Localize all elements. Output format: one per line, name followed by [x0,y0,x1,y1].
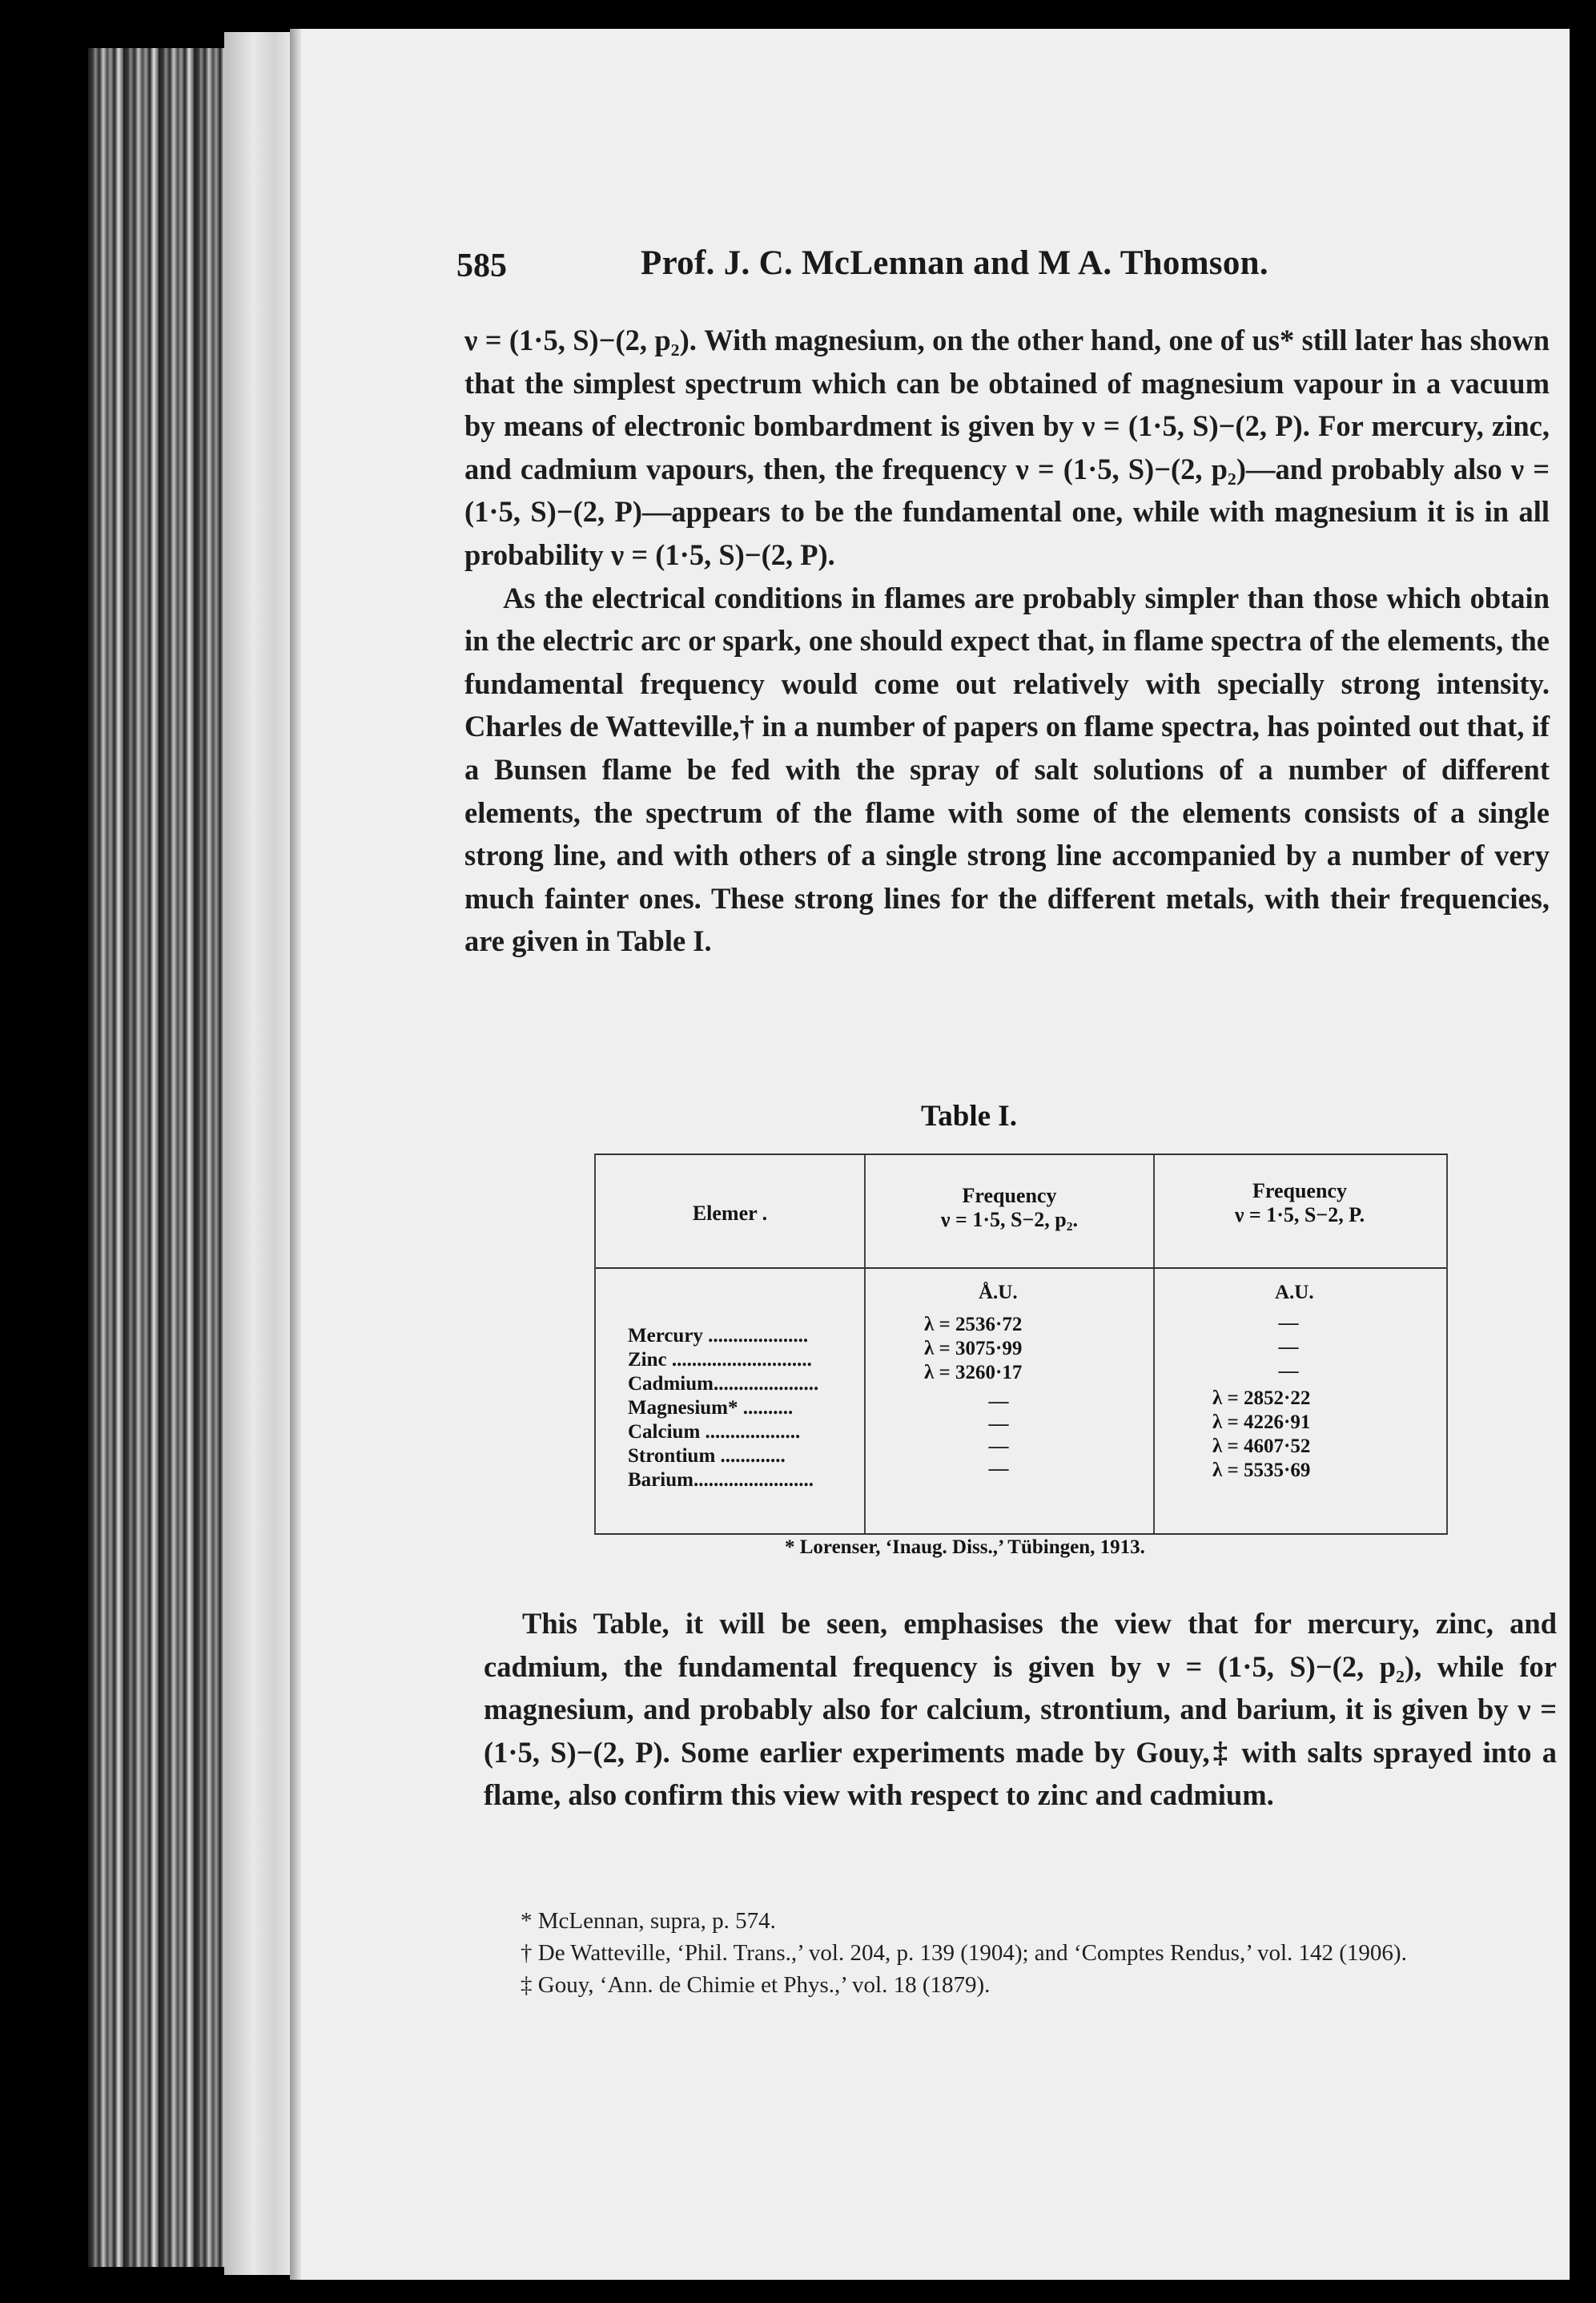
table-cell-P: λ = 2852·22 [1212,1387,1311,1409]
column-header-element: Elemer . [692,1202,768,1225]
table-cell-p2: — [988,1458,1009,1480]
main-text-continued [484,1602,1557,1817]
paragraph-3: This Table, it will be seen, emphasises the view that for mercury, zinc, and cadmium, the fundamental frequency is given by ν = (1·5, S)−(2, p₂), while for magnesium, and probably also for calcium, strontium, and barium, it is given by ν = (1·5, S)−(2, P). Some earlier experiments made by Gouy,‡ with salts sprayed into a flame, also confirm this view with respect to zinc and cadmium. [484,1607,1557,1812]
column-header-frequency-P-line1: Frequency [1252,1179,1347,1202]
paragraph-2: As the electrical conditions in flames are probably simpler than those which obtain in the electric arc or spark, one should expect that, in flame spectra of the elements, the fundamental frequency would come out relatively with specially strong intensity. Charles de Watteville,† in a number of papers on flame spectra, has pointed out that, if a Bunsen flame be fed with the spray of salt solutions of a number of different elements, the spectrum of the flame with some of the elements consists of a single strong line, and with others of a single strong line accompanied by a number of very much fainter ones. These strong lines for the different metals, with their frequencies, are given in Table I. [464,581,1550,958]
table-cell-P: λ = 4226·91 [1212,1411,1311,1433]
page-number: 585 [456,248,507,284]
table-footnote: * Lorenser, ‘Inaug. Diss.,’ Tübingen, 1913. [785,1536,1145,1558]
table-title: Table I. [921,1100,1017,1133]
footnote-star: * McLennan, supra, p. 574. [521,1908,776,1934]
column-header-frequency-p2-line2: ν = 1·5, S−2, p₂. [940,1208,1079,1231]
table-cell-p2: λ = 2536·72 [924,1314,1023,1335]
table-row-label: Cadmium..................... [628,1373,819,1395]
table-cell-P: λ = 4607·52 [1212,1435,1311,1457]
table-cell-p2: — [988,1413,1009,1435]
table-cell-P: — [1278,1336,1299,1358]
footnote-double-dagger: ‡ Gouy, ‘Ann. de Chimie et Phys.,’ vol. 18 (1879). [521,1972,991,1998]
table-row-label: Mercury .................... [628,1325,809,1347]
column-header-frequency-P-line2: ν = 1·5, S−2, P. [1234,1203,1365,1226]
page-edge-stack [224,32,296,2275]
table-row-label: Magnesium* .......... [628,1397,794,1419]
table-row-label: Zinc ............................ [628,1349,812,1371]
table-cell-p2: λ = 3075·99 [924,1338,1023,1359]
unit-label-p2: Å.U. [979,1282,1018,1303]
column-header-frequency-p2 [866,1184,1153,1232]
column-header-frequency-P [1155,1179,1445,1227]
column-header-frequency-p2-line1: Frequency [962,1184,1057,1207]
table-row-label: Calcium ................... [628,1421,801,1443]
table-row-label: Strontium ............. [628,1445,786,1467]
table-header-rule [596,1267,1446,1269]
table-cell-p2: λ = 3260·17 [924,1362,1023,1383]
table-cell-p2: — [988,1435,1009,1457]
main-text [464,319,1550,963]
table-row-label: Barium........................ [628,1469,814,1491]
table-cell-p2: — [988,1391,1009,1412]
running-header [456,234,1361,282]
table-cell-P: — [1278,1360,1299,1382]
footnotes [490,1905,1555,2001]
table-cell-P: — [1278,1312,1299,1334]
table-cell-P: λ = 5535·69 [1212,1460,1311,1481]
page-gutter-shadow [290,29,301,2280]
unit-label-P: A.U. [1275,1282,1314,1303]
running-title: Prof. J. C. McLennan and M A. Thomson. [641,244,1268,282]
footnote-dagger: † De Watteville, ‘Phil. Trans.,’ vol. 204, p. 139 (1904); and ‘Comptes Rendus,’ vol. 142 (1906). [521,1940,1407,1966]
paragraph-1: ν = (1·5, S)−(2, p₂). With magnesium, on the other hand, one of us* still later has shown that the simplest spectrum which can be obtained of magnesium vapour in a vacuum by means of electronic bombardment is given by ν = (1·5, S)−(2, P). For mercury, zinc, and cadmium vapours, then, the frequency ν = (1·5, S)−(2, p₂)—and probably also ν = (1·5, S)−(2, P)—appears to be the fundamental one, while with magnesium it is in all probability ν = (1·5, S)−(2, P). [464,324,1550,571]
data-table [594,1154,1448,1535]
